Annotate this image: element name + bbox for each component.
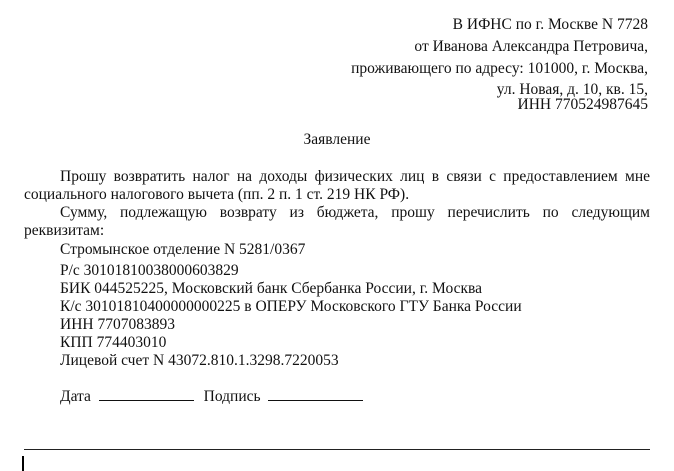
requisite-personal-account: Лицевой счет N 43072.810.1.3298.7220053 (60, 352, 339, 369)
requisite-corr-account: К/с 30101810400000000225 в ОПЕРУ Московского ГТУ Банка России (60, 298, 522, 315)
paragraph-1-line-2: социального налогового вычета (пп. 2 п. 1 ст. 219 НК РФ). (24, 186, 410, 203)
signature-row (60, 386, 363, 406)
requisite-branch: Стромынское отделение N 5281/0367 (60, 241, 306, 258)
paragraph-2-line-1: Сумму, подлежащую возврату из бюджета, прошу перечислить по следующим (60, 204, 650, 221)
requisite-kpp: КПП 774403010 (60, 334, 167, 351)
requisite-inn: ИНН 7707083893 (60, 316, 175, 333)
address-line-2: ул. Новая, д. 10, кв. 15, (496, 81, 648, 98)
applicant-inn-line: ИНН 770524987645 (517, 96, 648, 113)
paragraph-2-line-2: реквизитам: (24, 222, 105, 239)
requisite-bik: БИК 044525225, Московский банк Сбербанка России, г. Москва (60, 280, 482, 297)
document-title: Заявление (303, 131, 371, 148)
paragraph-1-line-1-wrap (60, 168, 650, 186)
date-label: Дата (60, 388, 91, 405)
applicant-name-line: от Иванова Александра Петровича, (414, 38, 648, 55)
recipient-line: В ИФНС по г. Москве N 7728 (452, 16, 648, 33)
requisite-account: Р/с 30101810038000603829 (60, 262, 239, 279)
date-blank (99, 386, 194, 401)
address-line-1: проживающего по адресу: 101000, г. Москва, (351, 60, 648, 77)
signature-label: Подпись (203, 388, 261, 405)
paragraph-1-line-1: Прошу возвратить налог на доходы физических лиц в связи с предоставлением мне (60, 168, 650, 185)
signature-blank (268, 386, 363, 401)
text-cursor (22, 456, 24, 471)
paragraph-2-line-1-wrap (60, 204, 650, 222)
page-divider-line (24, 449, 650, 450)
